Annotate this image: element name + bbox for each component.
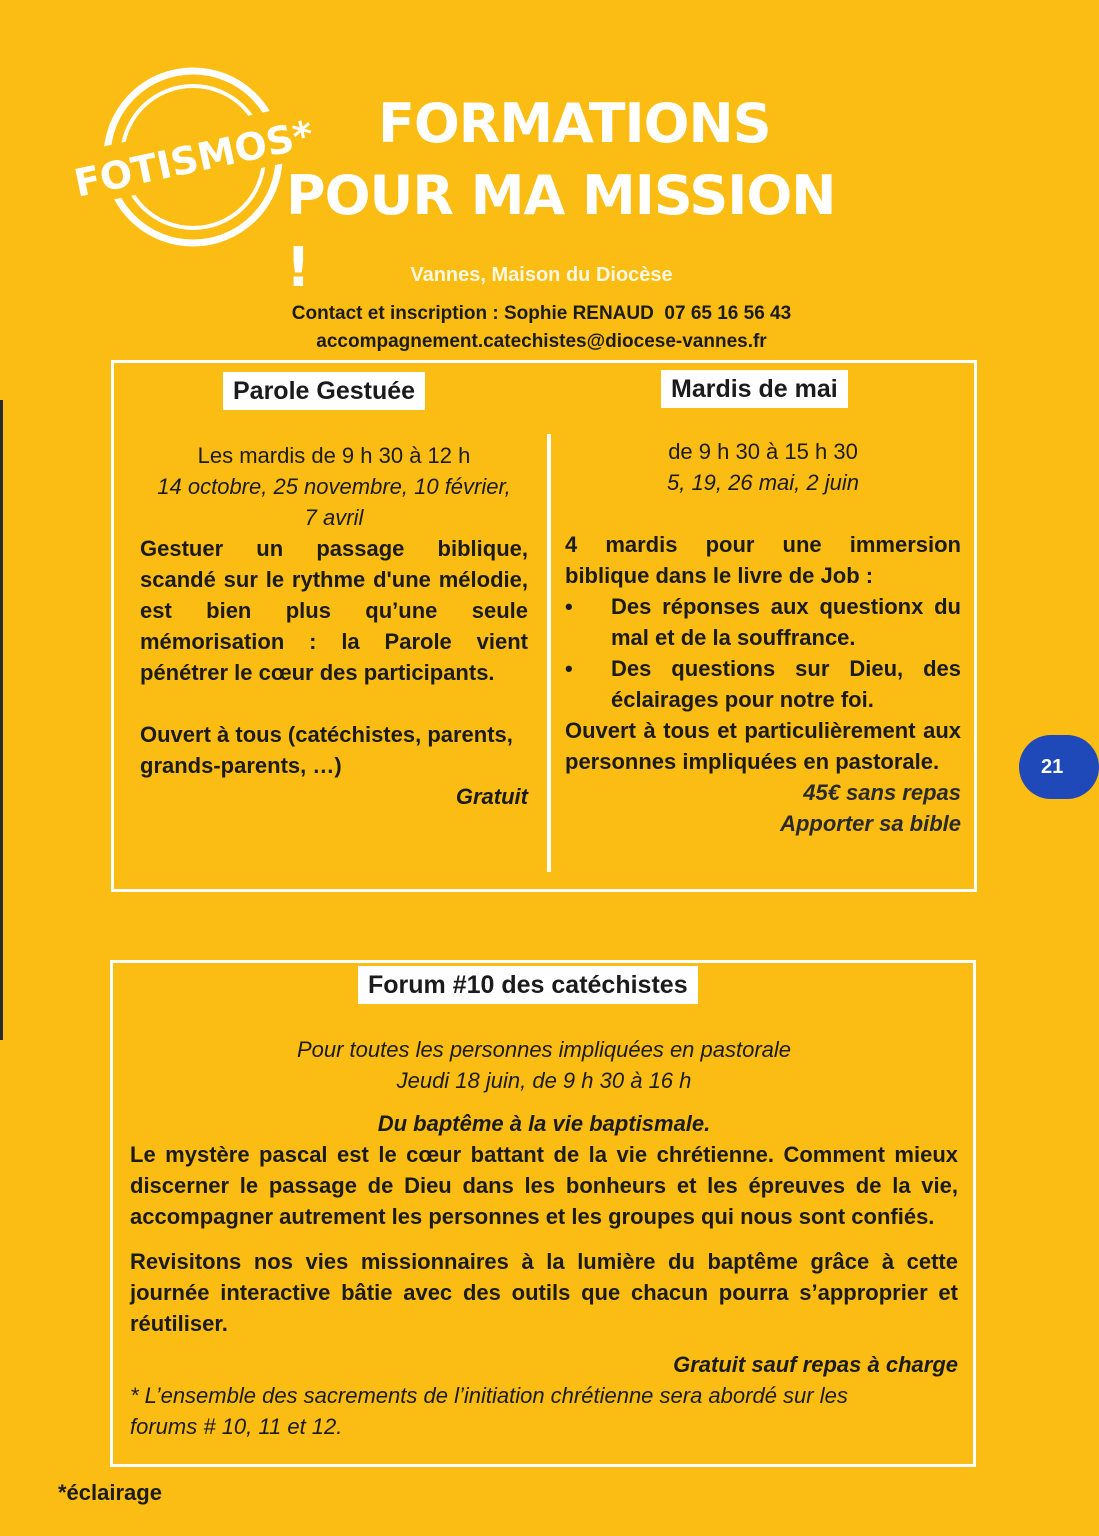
parole-gestuee-column [140,440,528,812]
forum-audience: Pour toutes les personnes impliquées en pastorale [296,1037,792,1062]
forum-paragraph-2: Revisitons nos vies missionnaires à la lumière du baptême grâce à cette journée interactive bâtie avec des outils que chacun pourra s’approprier et réutiliser. [130,1249,958,1336]
mardis-note: Apporter sa bible [780,811,961,836]
parole-gestuee-tag: Parole Gestuée [223,372,425,410]
forum-tag: Forum #10 des catéchistes [358,966,698,1004]
list-item: • Des réponses aux questionx du mal et de la souffrance. [565,591,961,653]
mardis-open-to: Ouvert à tous et particulièrement aux personnes impliquées en pastorale. [565,718,961,774]
contact-line: Contact et inscription : Sophie RENAUD 07 65 16 56 43 [291,303,792,324]
mardis-column [565,436,961,839]
forum-paragraph-1: Le mystère pascal est le cœur battant de la vie chrétienne. Comment mieux discerner le passage de Dieu dans les bonheurs et les épreuves de la vie, accompagner autrement les personnes et les groupes qui nous sont confiés. [130,1142,958,1229]
forum-theme: Du baptême à la vie baptismale. [377,1111,711,1136]
parole-dates-1: 14 octobre, 25 novembre, 10 février, [157,474,511,499]
page-edge-line [0,400,3,1040]
mardis-intro: 4 mardis pour une immersion biblique dans le livre de Job : [565,532,961,588]
mardis-de-mai-tag: Mardis de mai [661,370,848,408]
page-number-badge: 21 [1019,735,1099,799]
parole-description: Gestuer un passage biblique, scandé sur le rythme d'une mélodie, est bien plus qu’une seule mémorisation : la Parole vient pénétrer le cœur des participants. [140,536,528,685]
column-divider [547,434,551,872]
fotismos-stamp-logo [70,62,318,247]
mardis-schedule: de 9 h 30 à 15 h 30 [668,439,858,464]
parole-dates-2: 7 avril [304,505,364,530]
parole-price: Gratuit [455,784,528,809]
footnote-mark: *éclairage [58,1480,162,1505]
venue-text: Vannes, Maison du Diocèse [410,264,673,286]
forum-footnote: * L’ensemble des sacrements de l’initiation chrétienne sera abordé sur les forums # 10, 11 et 12. [130,1383,848,1439]
mardis-bullet-list [565,591,961,715]
list-item: • Des questions sur Dieu, des éclairages pour notre foi. [565,653,961,715]
svg-text:FOTISMOS*: FOTISMOS* [70,112,318,206]
title-line-2: POUR MA MISSION ! [286,164,836,299]
parole-open-to: Ouvert à tous (catéchistes, parents, grands-parents, …) [140,722,513,778]
forum-date: Jeudi 18 juin, de 9 h 30 à 16 h [396,1068,692,1093]
forum-price: Gratuit sauf repas à charge [673,1352,958,1377]
title-line-1: FORMATIONS [378,92,771,155]
mardis-price: 45€ sans repas [803,780,961,805]
forum-content [130,1034,958,1442]
mardis-dates: 5, 19, 26 mai, 2 juin [666,470,859,495]
parole-schedule: Les mardis de 9 h 30 à 12 h [197,443,471,468]
contact-email: accompagnement.catechistes@diocese-vannes.fr [316,331,767,352]
contact-block [0,300,1083,356]
